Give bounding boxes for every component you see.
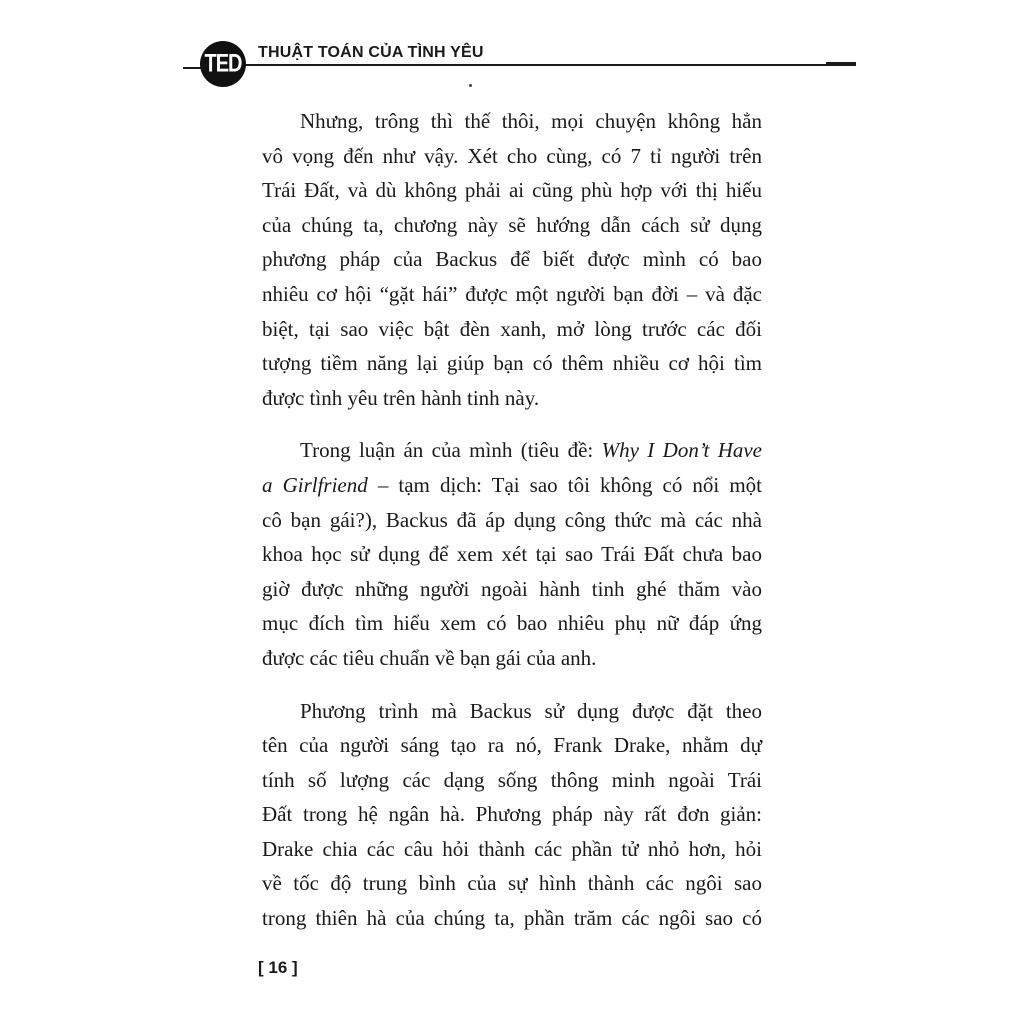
body-text bbox=[262, 104, 762, 954]
paragraph-2 bbox=[262, 433, 762, 675]
text-line: vô vọng đến như vậy. Xét cho cùng, có 7 tỉ người trên bbox=[262, 143, 762, 168]
print-speck bbox=[469, 84, 472, 87]
text-segment: – tạm dịch: Tại sao tôi không có nổi một bbox=[367, 472, 763, 497]
text-segment: Trong luận án của mình (tiêu đề: bbox=[300, 438, 602, 463]
text-line: Nhưng, trông thì thế thôi, mọi chuyện không hẳn bbox=[300, 109, 762, 133]
text-line: mục đích tìm hiểu xem có bao nhiêu phụ nữ đáp ứng bbox=[262, 611, 762, 636]
text-line: tượng tiềm năng lại giúp bạn có thêm nhiều cơ hội tìm bbox=[262, 351, 762, 376]
header-rule bbox=[244, 64, 856, 66]
text-line: tên của người sáng tạo ra nó, Frank Drake, nhằm dự bbox=[262, 733, 762, 758]
text-line: phương pháp của Backus để biết được mình có bao bbox=[262, 247, 762, 272]
text-line: trong thiên hà của chúng ta, phần trăm các ngôi sao có bbox=[262, 906, 762, 931]
text-line: được các tiêu chuẩn về bạn gái của anh. bbox=[262, 645, 597, 670]
header-rule-tail bbox=[826, 62, 856, 66]
text-line: giờ được những người ngoài hành tinh ghé thăm vào bbox=[262, 576, 762, 601]
paragraph-3 bbox=[262, 694, 762, 936]
thesis-title-italic: a Girlfriend bbox=[262, 472, 368, 497]
text-line bbox=[262, 433, 762, 468]
text-line: tính số lượng các dạng sống thông minh ngoài Trái bbox=[262, 767, 762, 792]
text-line: về tốc độ trung bình của sự hình thành các ngôi sao bbox=[262, 871, 762, 896]
ted-logo-text: TED bbox=[204, 49, 242, 78]
page-header bbox=[0, 0, 1024, 100]
thesis-title-italic: Why I Don’t Have bbox=[601, 438, 763, 463]
text-line: của chúng ta, chương này sẽ hướng dẫn cách sử dụng bbox=[262, 212, 762, 237]
running-title: THUẬT TOÁN CỦA TÌNH YÊU bbox=[258, 44, 484, 61]
text-line: biệt, tại sao việc bật đèn xanh, mở lòng trước các đối bbox=[262, 316, 762, 341]
text-line: nhiêu cơ hội “gặt hái” được một người bạn đời – và đặc bbox=[262, 281, 762, 306]
text-line: khoa học sử dụng để xem xét tại sao Trái Đất chưa bao bbox=[262, 542, 762, 567]
text-line: Đất trong hệ ngân hà. Phương pháp này rất đơn giản: bbox=[262, 802, 762, 827]
text-line: cô bạn gái?), Backus đã áp dụng công thức mà các nhà bbox=[262, 507, 762, 532]
text-line: Trái Đất, và dù không phải ai cũng phù hợp với thị hiếu bbox=[262, 178, 762, 203]
text-line bbox=[262, 468, 762, 503]
ted-logo bbox=[200, 41, 246, 87]
page-number: [ 16 ] bbox=[258, 958, 298, 977]
text-line: được tình yêu trên hành tinh này. bbox=[262, 385, 540, 410]
text-line: Drake chia các câu hỏi thành các phần tử nhỏ hơn, hỏi bbox=[262, 836, 762, 861]
text-line: Phương trình mà Backus sử dụng được đặt theo bbox=[300, 698, 762, 723]
paragraph-1 bbox=[262, 104, 762, 415]
